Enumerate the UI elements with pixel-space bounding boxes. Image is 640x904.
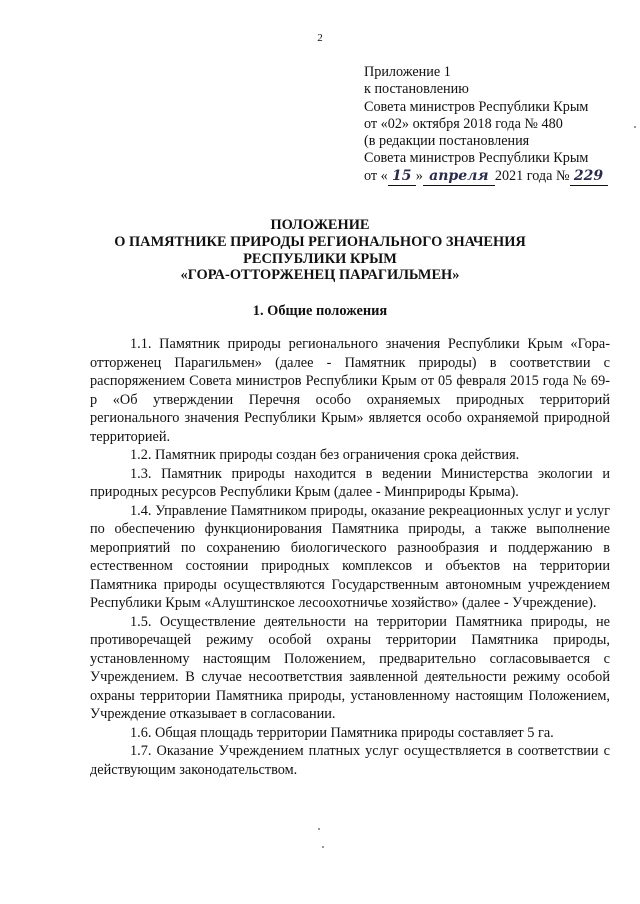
appendix-line-5: (в редакции постановления [364,133,530,150]
appendix-line-6: Совета министров Республики Крым [364,150,589,167]
scan-speck [322,846,324,848]
appendix-line-7 [364,168,626,186]
handwritten-month: апреля [423,168,495,186]
paragraph-1-1: 1.1. Памятник природы регионального значения Республики Крым «Гора-отторженец Парагильмен» (далее - Памятник природы) в соответствии с распоряжением Совета министров Республики Крым от 05 февраля 2015 года № 69-р «Об утверждении Перечня особо охраняемых природных территорий регионального значения Республики Крым» является особо охраняемой природной территорией. [90,336,610,445]
title-line-4: «ГОРА-ОТТОРЖЕНЕЦ ПАРАГИЛЬМЕН» [180,267,460,284]
appendix-date-prefix: от « [364,167,388,184]
section-heading: 1. Общие положения [252,303,388,319]
appendix-block [364,64,626,186]
handwritten-number: 229 [570,168,608,186]
paragraph-1-5: 1.5. Осуществление деятельности на территории Памятника природы, не противоречащей режиму особой охраны территории Памятника природы, установленному настоящим Положением, предварительно согласовывается с Учреждением. В случае несоответствия заявленной деятельности режиму особой охраны территории Памятника природы, установленному настоящим Положением, Учреждение отказывает в согласовании. [90,613,610,722]
appendix-date-sep: » [415,167,423,184]
scan-speck [634,126,636,128]
document-title [0,217,640,284]
title-line-2: О ПАМЯТНИКЕ ПРИРОДЫ РЕГИОНАЛЬНОГО ЗНАЧЕНИЯ [114,233,526,250]
appendix-line-3: Совета министров Республики Крым [364,98,589,115]
handwritten-day: 15 [388,168,416,186]
paragraph-1-2: 1.2. Памятник природы создан без ограничения срока действия. [130,447,520,463]
paragraph-1-7: 1.7. Оказание Учреждением платных услуг осуществляется в соответствии с действующим законодательством. [90,743,610,778]
appendix-date-mid: 2021 года № [494,167,570,184]
appendix-line-4: от «02» октября 2018 года № 480 [364,115,563,132]
paragraph-1-3: 1.3. Памятник природы находится в ведении Министерства экологии и природных ресурсов Республики Крым (далее - Минприроды Крыма). [90,465,610,500]
title-line-1: ПОЛОЖЕНИЕ [270,217,370,233]
section-body [90,335,610,779]
appendix-line-2: к постановлению [364,81,469,98]
paragraph-1-6: 1.6. Общая площадь территории Памятника природы составляет 5 га. [130,724,554,741]
scan-speck [318,828,320,830]
appendix-line-1: Приложение 1 [364,64,451,80]
title-line-3: РЕСПУБЛИКИ КРЫМ [243,250,397,267]
page-number: 2 [317,32,323,44]
paragraph-1-4: 1.4. Управление Памятником природы, оказание рекреационных услуг и услуг по обеспечению функционирования Памятника природы, а также выполнение мероприятий по сохранению биологического разнообразия и поддержанию в естественном состоянии природных комплексов и объектов на территории Памятника природы осуществляются Государственным автономным учреждением Республики Крым «Алуштинское лесоохотничье хозяйство» (далее - Учреждение). [90,502,610,611]
